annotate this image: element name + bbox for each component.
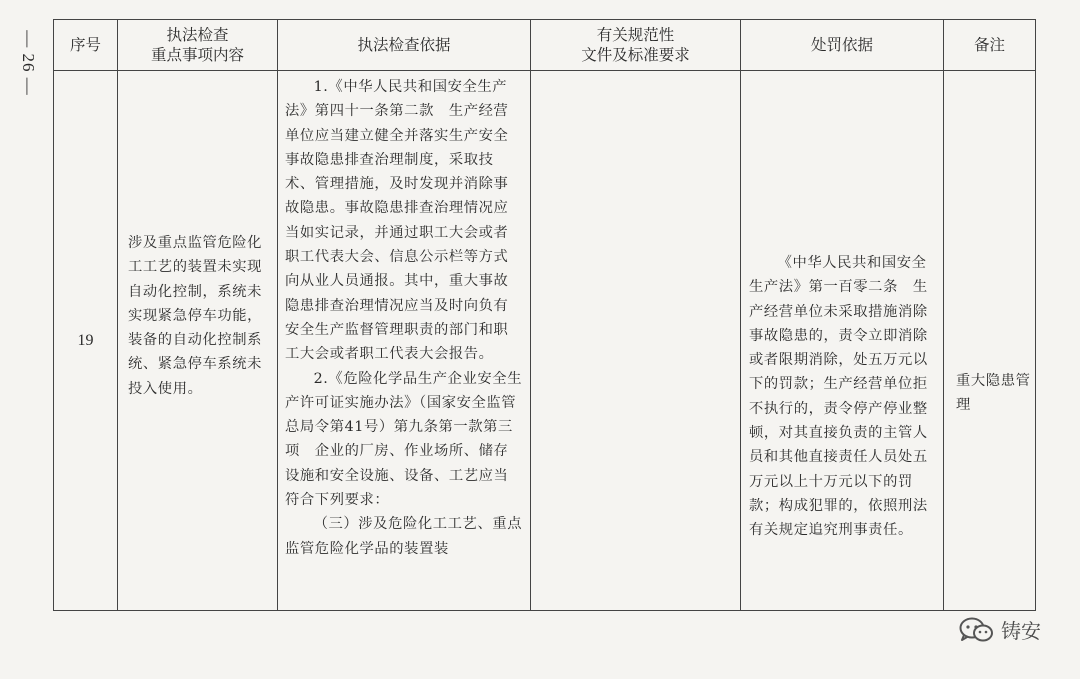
table-row [54, 71, 1036, 611]
penalty-text: 《中华人民共和国安全生产法》第一百零二条 生产经营单位未采取措施消除事故隐患的，责令立即消除或者限期消除，处五万元以下的罚款；生产经营单位拒不执行的，责令停产停业整顿，对其直接负责的主管人员和其他直接责任人员处五万元以上十万元以下的罚款；构成犯罪的，依照刑法有关规定追究刑事责任。 [749, 255, 928, 539]
header-basis: 执法检查依据 [278, 20, 531, 71]
inspection-table [53, 19, 1036, 611]
header-note: 备注 [944, 20, 1036, 71]
basis-item-1: 1.《中华人民共和国安全生产法》第四十一条第二款 生产经营单位应当建立健全并落实生产安全事故隐患排查治理制度，采取技术、管理措施，及时发现并消除事故隐患。事故隐患排查治理情况应当如实记录，并通过职工大会或者职工代表大会、信息公示栏等方式向从业人员通报。其中，重大事故隐患排查治理情况应当及时向负有安全生产监督管理职责的部门和职工大会或者职工代表大会报告。 [285, 79, 509, 363]
header-norms: 有关规范性 文件及标准要求 [531, 20, 741, 71]
wechat-icon [958, 616, 994, 644]
cell-norms [531, 71, 741, 611]
basis-item-2: 2.《危险化学品生产企业安全生产许可证实施办法》（国家安全监管总局令第41号）第九条第一款第三项 企业的厂房、作业场所、储存设施和安全设施、设备、工艺应当符合下列要求： [285, 370, 523, 509]
watermark-text: 铸安 [1001, 619, 1041, 643]
basis-item-3: （三）涉及危险化工工艺、重点监管危险化学品的装置装 [285, 516, 523, 557]
content-text: 涉及重点监管危险化工工艺的装置未实现自动化控制，系统未实现紧急停车功能，装备的自动化控制系统、紧急停车系统未投入使用。 [128, 235, 263, 397]
cell-basis [278, 71, 531, 611]
watermark [958, 615, 1041, 644]
cell-content [118, 71, 278, 611]
seq-number: 19 [77, 331, 94, 349]
page-number: — 26 — [19, 30, 38, 96]
cell-penalty [741, 71, 944, 611]
header-seq: 序号 [54, 20, 118, 71]
table-header-row [54, 20, 1036, 71]
cell-note [944, 71, 1036, 611]
header-penalty: 处罚依据 [741, 20, 944, 71]
cell-seq [54, 71, 118, 611]
header-content: 执法检查 重点事项内容 [118, 20, 278, 71]
note-text: 重大隐患管理 [956, 373, 1031, 414]
